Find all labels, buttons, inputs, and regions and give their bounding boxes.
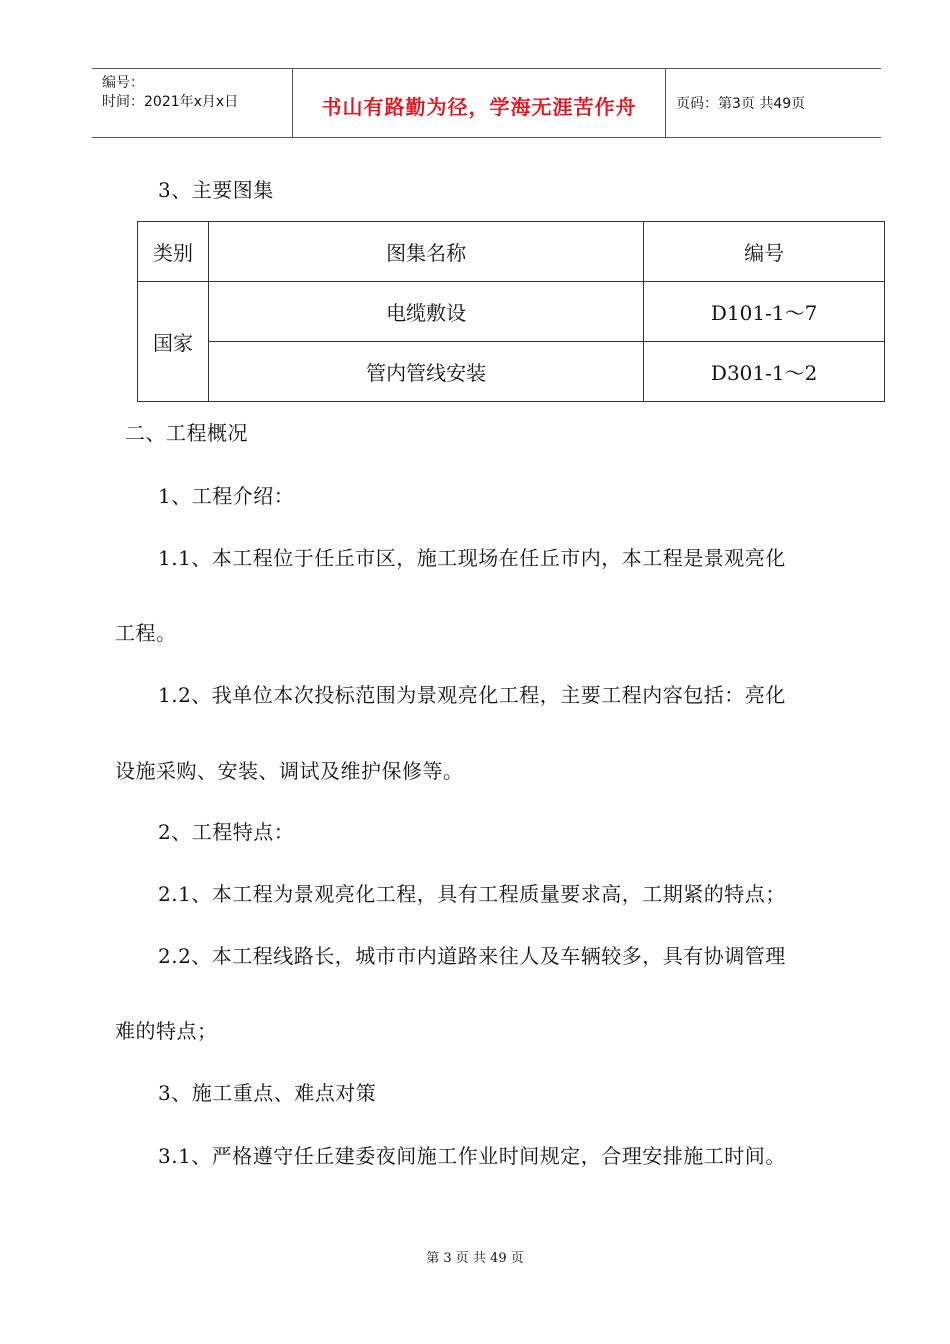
subsection-heading: 3、施工重点、难点对策 <box>158 1081 377 1105</box>
page-header <box>92 68 881 138</box>
table-header-name: 图集名称 <box>208 222 643 282</box>
subsection-heading: 2、工程特点： <box>158 820 295 844</box>
header-page-number: 页码：第3页 共49页 <box>676 96 806 112</box>
paragraph-line: 工程。 <box>115 621 177 645</box>
atlas-table <box>137 221 885 402</box>
table-cell-code: D301-1～2 <box>644 342 885 402</box>
table-row <box>138 342 885 402</box>
table-cell-name: 管内管线安装 <box>208 342 643 402</box>
header-info-cell <box>92 69 293 137</box>
table-header-row <box>138 222 885 282</box>
table-header-category: 类别 <box>138 222 209 282</box>
table-header-code: 编号 <box>644 222 885 282</box>
header-page-cell <box>666 69 881 137</box>
subsection-heading: 1、工程介绍： <box>158 484 295 508</box>
table-cell-name: 电缆敷设 <box>208 282 643 342</box>
paragraph-line: 设施采购、安装、调试及维护保修等。 <box>115 759 464 783</box>
section-title: 3、主要图集 <box>158 178 274 202</box>
header-motto-cell <box>293 69 666 137</box>
paragraph-line: 2.2、本工程线路长，城市市内道路来往人及车辆较多，具有协调管理 <box>158 944 786 968</box>
paragraph-line: 1.1、本工程位于任丘市区，施工现场在任丘市内，本工程是景观亮化 <box>158 546 786 570</box>
doc-number-label: 编号： <box>102 75 144 91</box>
doc-time-label: 时间：2021年x月x日 <box>102 94 239 110</box>
header-motto: 书山有路勤为径，学海无涯苦作舟 <box>321 95 637 119</box>
table-cell-code: D101-1～7 <box>644 282 885 342</box>
paragraph-line: 3.1、严格遵守任丘建委夜间施工作业时间规定，合理安排施工时间。 <box>158 1144 786 1168</box>
section-heading: 二、工程概况 <box>125 421 248 445</box>
paragraph-line: 难的特点； <box>115 1019 218 1043</box>
table-row <box>138 282 885 342</box>
page-footer: 第 3 页 共 49 页 <box>426 1251 524 1266</box>
paragraph-line: 2.1、本工程为景观亮化工程，具有工程质量要求高，工期紧的特点； <box>158 882 786 906</box>
paragraph-line: 1.2、我单位本次投标范围为景观亮化工程，主要工程内容包括：亮化 <box>158 683 786 707</box>
table-cell-category: 国家 <box>138 282 209 402</box>
